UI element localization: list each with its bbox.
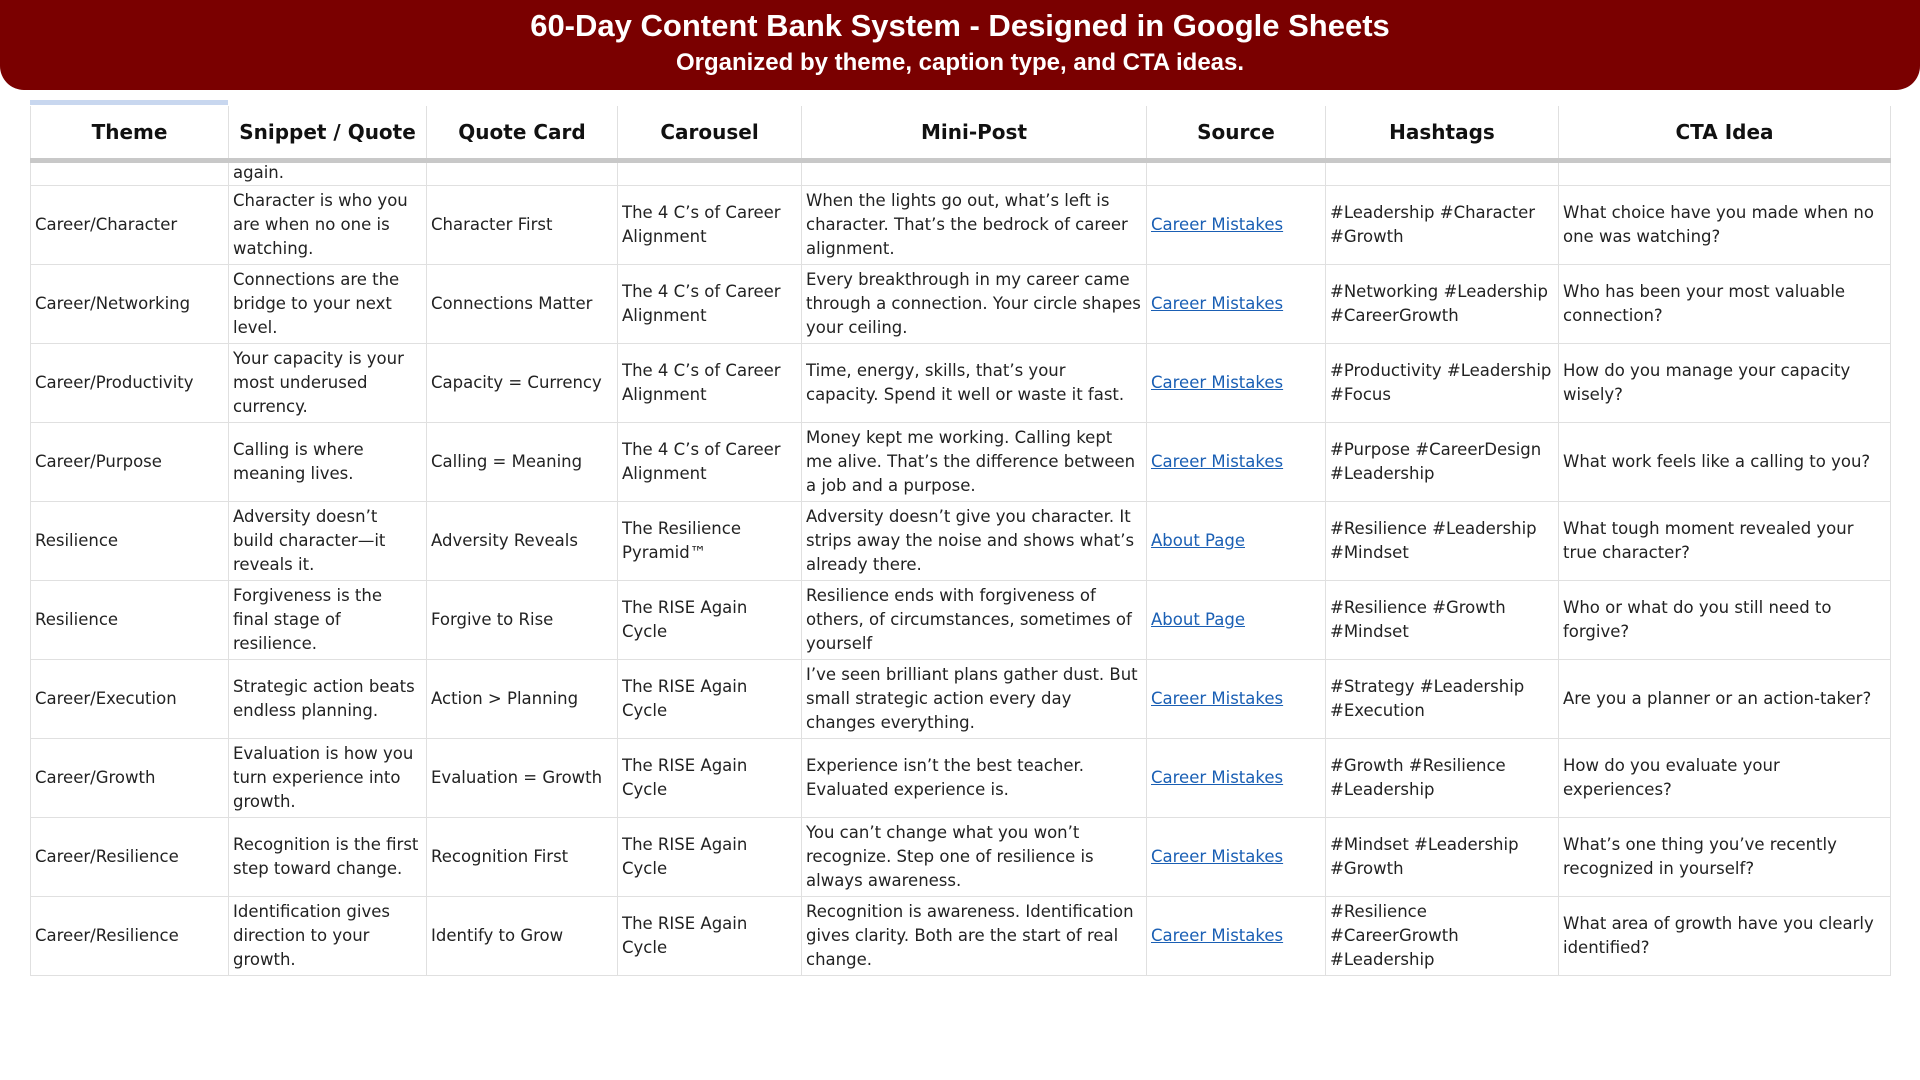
source-link[interactable]: Career Mistakes	[1151, 452, 1284, 471]
source-link[interactable]: About Page	[1151, 531, 1245, 550]
source-link[interactable]: About Page	[1151, 610, 1245, 629]
cell-cta[interactable]	[1559, 739, 1891, 818]
cell-snippet[interactable]	[229, 186, 427, 265]
cell-snippet-text: Recognition is the first step toward change.	[233, 835, 419, 878]
cell-snippet-text: Connections are the bridge to your next level.	[233, 270, 400, 337]
cell-theme-text: Career/Purpose	[35, 452, 162, 471]
cell-quote-card[interactable]	[427, 502, 618, 581]
cell-cta[interactable]	[1559, 818, 1891, 897]
cell-cta[interactable]	[1559, 186, 1891, 265]
table-row	[31, 818, 1891, 897]
cell-theme[interactable]	[31, 897, 229, 976]
cell-mini-post[interactable]	[802, 161, 1147, 186]
cell-hashtags[interactable]	[1326, 161, 1559, 186]
partial-row	[31, 161, 1891, 186]
table-row	[31, 186, 1891, 265]
cell-carousel[interactable]	[618, 344, 802, 423]
cell-cta[interactable]	[1559, 161, 1891, 186]
header-source[interactable]: Source	[1147, 106, 1326, 161]
cell-quote-card-text: Recognition First	[431, 847, 569, 866]
cell-quote-card-text: Capacity = Currency	[431, 373, 602, 392]
cell-cta[interactable]	[1559, 344, 1891, 423]
cell-hashtags-text: #Productivity #Leadership #Focus	[1330, 361, 1552, 404]
cell-theme[interactable]	[31, 161, 229, 186]
cell-snippet[interactable]	[229, 581, 427, 660]
cell-theme[interactable]	[31, 344, 229, 423]
cell-snippet-text: Adversity doesn’t build character—it reveals it.	[233, 507, 386, 574]
cell-theme[interactable]	[31, 739, 229, 818]
cell-quote-card[interactable]	[427, 161, 618, 186]
cell-source[interactable]	[1147, 186, 1326, 265]
cell-source[interactable]	[1147, 344, 1326, 423]
cell-mini-post-text: Time, energy, skills, that’s your capacity. Spend it well or waste it fast.	[806, 361, 1125, 404]
cell-theme[interactable]	[31, 818, 229, 897]
cell-hashtags[interactable]	[1326, 265, 1559, 344]
cell-snippet[interactable]	[229, 423, 427, 502]
table-row	[31, 897, 1891, 976]
cell-carousel[interactable]	[618, 660, 802, 739]
cell-mini-post-text: Recognition is awareness. Identification gives clarity. Both are the start of real change.	[806, 902, 1134, 969]
cell-theme-text: Career/Resilience	[35, 847, 179, 866]
table-row	[31, 660, 1891, 739]
cell-source[interactable]	[1147, 423, 1326, 502]
source-link[interactable]: Career Mistakes	[1151, 294, 1284, 313]
header-hashtags[interactable]: Hashtags	[1326, 106, 1559, 161]
cell-mini-post-text: Money kept me working. Calling kept me alive. That’s the difference between a job and a purpose.	[806, 428, 1136, 495]
cell-cta-text: How do you manage your capacity wisely?	[1563, 361, 1851, 404]
cell-snippet[interactable]	[229, 265, 427, 344]
table-row	[31, 265, 1891, 344]
header-mini-post[interactable]: Mini-Post	[802, 106, 1147, 161]
table-row	[31, 423, 1891, 502]
cell-carousel-text: The 4 C’s of Career Alignment	[622, 282, 781, 325]
cell-mini-post[interactable]	[802, 660, 1147, 739]
cell-hashtags[interactable]	[1326, 423, 1559, 502]
cell-carousel-text: The RISE Again Cycle	[622, 598, 748, 641]
cell-mini-post[interactable]	[802, 897, 1147, 976]
table-row	[31, 502, 1891, 581]
cell-source[interactable]	[1147, 161, 1326, 186]
cell-carousel[interactable]	[618, 265, 802, 344]
cell-carousel-text: The RISE Again Cycle	[622, 756, 748, 799]
cell-carousel-text: The RISE Again Cycle	[622, 677, 748, 720]
cell-cta-text: Who or what do you still need to forgive?	[1563, 598, 1832, 641]
cell-snippet[interactable]	[229, 739, 427, 818]
cell-quote-card-text: Identify to Grow	[431, 926, 564, 945]
cell-source[interactable]	[1147, 818, 1326, 897]
cell-snippet[interactable]	[229, 660, 427, 739]
cell-source[interactable]	[1147, 502, 1326, 581]
cell-quote-card-text: Character First	[431, 215, 553, 234]
cell-carousel[interactable]	[618, 423, 802, 502]
cell-cta-text: Who has been your most valuable connection?	[1563, 282, 1846, 325]
cell-hashtags-text: #Mindset #Leadership #Growth	[1330, 835, 1519, 878]
cell-source[interactable]	[1147, 739, 1326, 818]
source-link[interactable]: Career Mistakes	[1151, 847, 1284, 866]
cell-mini-post[interactable]	[802, 186, 1147, 265]
banner-title: 60-Day Content Bank System - Designed in Google Sheets	[530, 8, 1390, 43]
cell-hashtags-text: #Leadership #Character #Growth	[1330, 203, 1536, 246]
cell-snippet[interactable]	[229, 897, 427, 976]
cell-quote-card[interactable]	[427, 897, 618, 976]
cell-snippet-text: Character is who you are when no one is watching.	[233, 191, 408, 258]
cell-mini-post[interactable]	[802, 344, 1147, 423]
cell-mini-post-text: Adversity doesn’t give you character. It strips away the noise and shows what’s already there.	[806, 507, 1135, 574]
cell-carousel-text: The 4 C’s of Career Alignment	[622, 440, 781, 483]
cell-hashtags-text: #Growth #Resilience #Leadership	[1330, 756, 1506, 799]
cell-snippet-text: Identification gives direction to your growth.	[233, 902, 390, 969]
source-link[interactable]: Career Mistakes	[1151, 926, 1284, 945]
cell-hashtags[interactable]	[1326, 502, 1559, 581]
cell-quote-card[interactable]	[427, 660, 618, 739]
cell-quote-card[interactable]	[427, 818, 618, 897]
cell-cta-text: Are you a planner or an action-taker?	[1563, 689, 1872, 708]
cell-hashtags[interactable]	[1326, 739, 1559, 818]
cell-mini-post[interactable]	[802, 818, 1147, 897]
cell-cta-text: What choice have you made when no one was watching?	[1563, 203, 1874, 246]
source-link[interactable]: Career Mistakes	[1151, 768, 1284, 787]
banner-subtitle: Organized by theme, caption type, and CTA ideas.	[675, 49, 1245, 76]
cell-carousel[interactable]	[618, 161, 802, 186]
cell-theme-text: Career/Character	[35, 215, 178, 234]
cell-carousel-text: The 4 C’s of Career Alignment	[622, 203, 781, 246]
cell-quote-card[interactable]	[427, 581, 618, 660]
table-row	[31, 581, 1891, 660]
cell-snippet[interactable]: again.	[229, 161, 427, 186]
title-banner	[0, 0, 1920, 90]
cell-theme-text: Career/Resilience	[35, 926, 179, 945]
cell-cta-text: How do you evaluate your experiences?	[1563, 756, 1780, 799]
cell-mini-post-text: You can’t change what you won’t recognize. Step one of resilience is always awareness.	[806, 823, 1094, 890]
cell-theme-text: Career/Networking	[35, 294, 191, 313]
source-link[interactable]: Career Mistakes	[1151, 689, 1284, 708]
cell-source[interactable]	[1147, 660, 1326, 739]
cell-carousel[interactable]	[618, 581, 802, 660]
cell-quote-card-text: Adversity Reveals	[431, 531, 578, 550]
cell-quote-card[interactable]	[427, 265, 618, 344]
header-cta[interactable]: CTA Idea	[1559, 106, 1891, 161]
cell-cta-text: What work feels like a calling to you?	[1563, 452, 1871, 471]
cell-carousel[interactable]	[618, 818, 802, 897]
source-link[interactable]: Career Mistakes	[1151, 215, 1284, 234]
cell-hashtags[interactable]	[1326, 186, 1559, 265]
cell-source[interactable]	[1147, 581, 1326, 660]
cell-quote-card-text: Action > Planning	[431, 689, 579, 708]
cell-hashtags-text: #Resilience #Growth #Mindset	[1330, 598, 1506, 641]
cell-snippet[interactable]	[229, 344, 427, 423]
cell-mini-post-text: Experience isn’t the best teacher. Evaluated experience is.	[806, 756, 1085, 799]
content-table	[30, 106, 1891, 976]
table-row	[31, 739, 1891, 818]
header-snippet[interactable]: Snippet / Quote	[229, 106, 427, 161]
cell-cta[interactable]	[1559, 660, 1891, 739]
cell-theme[interactable]	[31, 265, 229, 344]
source-link[interactable]: Career Mistakes	[1151, 373, 1284, 392]
cell-hashtags[interactable]	[1326, 660, 1559, 739]
table-row	[31, 344, 1891, 423]
cell-mini-post[interactable]	[802, 502, 1147, 581]
cell-source[interactable]	[1147, 265, 1326, 344]
cell-snippet-text: Forgiveness is the final stage of resilience.	[233, 586, 383, 653]
cell-carousel[interactable]	[618, 502, 802, 581]
cell-carousel-text: The 4 C’s of Career Alignment	[622, 361, 781, 404]
cell-snippet-text: Your capacity is your most underused currency.	[233, 349, 404, 416]
cell-cta-text: What’s one thing you’ve recently recognized in yourself?	[1563, 835, 1837, 878]
cell-snippet-text: Strategic action beats endless planning.	[233, 677, 415, 720]
cell-quote-card-text: Forgive to Rise	[431, 610, 554, 629]
cell-theme-text: Career/Productivity	[35, 373, 194, 392]
cell-quote-card[interactable]	[427, 186, 618, 265]
header-row	[31, 106, 1891, 161]
cell-quote-card-text: Evaluation = Growth	[431, 768, 603, 787]
cell-hashtags[interactable]	[1326, 818, 1559, 897]
cell-theme[interactable]	[31, 660, 229, 739]
cell-hashtags[interactable]	[1326, 897, 1559, 976]
cell-theme-text: Resilience	[35, 531, 119, 550]
cell-quote-card[interactable]	[427, 423, 618, 502]
cell-theme[interactable]	[31, 423, 229, 502]
cell-hashtags[interactable]	[1326, 581, 1559, 660]
cell-mini-post[interactable]	[802, 739, 1147, 818]
header-theme[interactable]: Theme	[31, 106, 229, 161]
cell-hashtags-text: #Networking #Leadership #CareerGrowth	[1330, 282, 1548, 325]
cell-cta-text: What tough moment revealed your true character?	[1563, 519, 1854, 562]
cell-snippet-text: Evaluation is how you turn experience into growth.	[233, 744, 414, 811]
cell-theme-text: Career/Execution	[35, 689, 177, 708]
cell-quote-card[interactable]	[427, 344, 618, 423]
cell-carousel-text: The RISE Again Cycle	[622, 835, 748, 878]
cell-mini-post[interactable]	[802, 423, 1147, 502]
cell-hashtags-text: #Purpose #CareerDesign #Leadership	[1330, 440, 1542, 483]
cell-cta-text: What area of growth have you clearly identified?	[1563, 914, 1874, 957]
header-quote-card[interactable]: Quote Card	[427, 106, 618, 161]
cell-theme[interactable]	[31, 581, 229, 660]
cell-mini-post[interactable]	[802, 581, 1147, 660]
cell-hashtags-text: #Resilience #CareerGrowth #Leadership	[1330, 902, 1459, 969]
cell-carousel-text: The RISE Again Cycle	[622, 914, 748, 957]
cell-cta[interactable]	[1559, 581, 1891, 660]
cell-theme[interactable]	[31, 502, 229, 581]
cell-mini-post[interactable]	[802, 265, 1147, 344]
cell-snippet[interactable]	[229, 818, 427, 897]
cell-mini-post-text: When the lights go out, what’s left is character. That’s the bedrock of career alignment.	[806, 191, 1128, 258]
cell-carousel[interactable]	[618, 739, 802, 818]
cell-quote-card[interactable]	[427, 739, 618, 818]
column-selection-indicator	[30, 100, 228, 105]
cell-carousel-text: The Resilience Pyramid™	[622, 519, 741, 562]
cell-source[interactable]	[1147, 897, 1326, 976]
cell-hashtags-text: #Strategy #Leadership #Execution	[1330, 677, 1525, 720]
cell-hashtags-text: #Resilience #Leadership #Mindset	[1330, 519, 1537, 562]
cell-mini-post-text: Resilience ends with forgiveness of others, of circumstances, sometimes of yourself	[806, 586, 1132, 653]
cell-quote-card-text: Calling = Meaning	[431, 452, 583, 471]
cell-carousel[interactable]	[618, 186, 802, 265]
cell-theme-text: Career/Growth	[35, 768, 156, 787]
cell-hashtags[interactable]	[1326, 344, 1559, 423]
cell-mini-post-text: I’ve seen brilliant plans gather dust. But small strategic action every day changes everything.	[806, 665, 1138, 732]
cell-mini-post-text: Every breakthrough in my career came through a connection. Your circle shapes your ceiling.	[806, 270, 1141, 337]
cell-snippet[interactable]	[229, 502, 427, 581]
cell-cta[interactable]	[1559, 502, 1891, 581]
cell-theme[interactable]	[31, 186, 229, 265]
cell-cta[interactable]	[1559, 897, 1891, 976]
cell-cta[interactable]	[1559, 423, 1891, 502]
cell-carousel[interactable]	[618, 897, 802, 976]
cell-quote-card-text: Connections Matter	[431, 294, 593, 313]
cell-snippet-text: Calling is where meaning lives.	[233, 440, 364, 483]
cell-cta[interactable]	[1559, 265, 1891, 344]
cell-theme-text: Resilience	[35, 610, 119, 629]
header-carousel[interactable]: Carousel	[618, 106, 802, 161]
